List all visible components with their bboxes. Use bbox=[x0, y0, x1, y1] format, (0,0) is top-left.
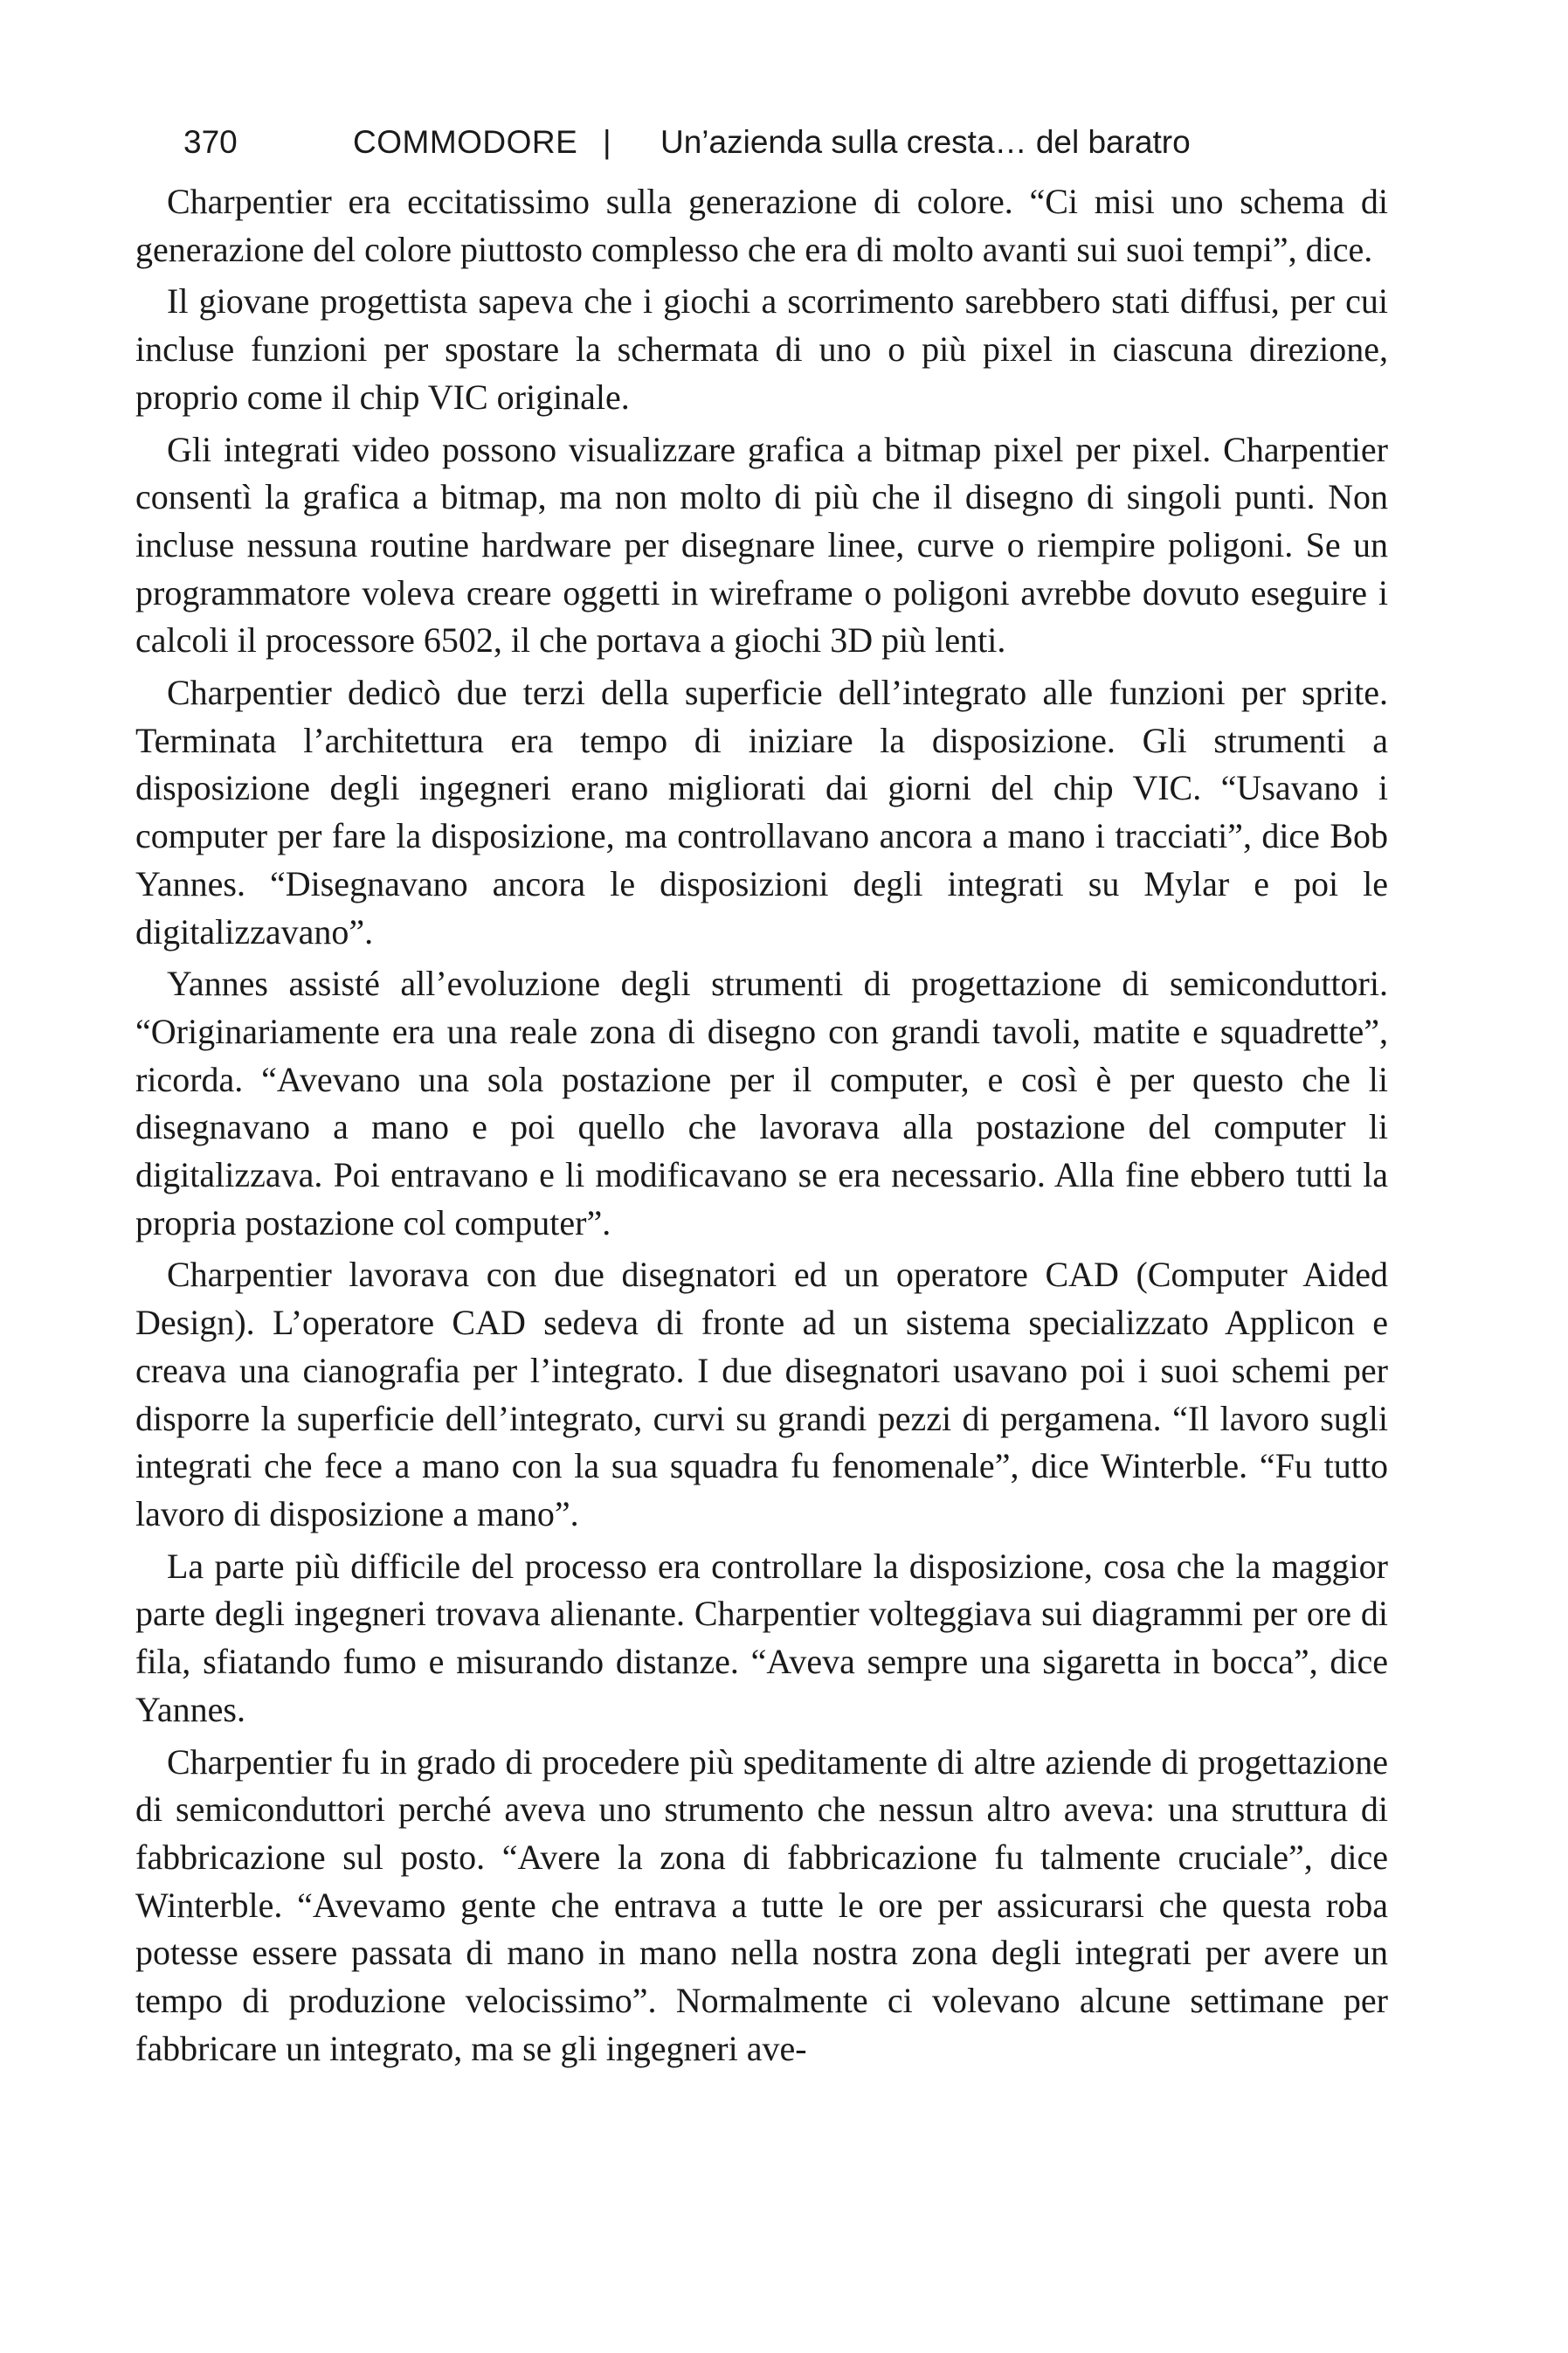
chapter-title: Un’azienda sulla cresta… del baratro bbox=[660, 124, 1191, 160]
page-number: 370 bbox=[183, 124, 238, 160]
paragraph: Il giovane progettista sapeva che i giochi a scorrimento sarebbero stati diffusi, per cui incluse funzioni per spostare la schermata di uno o più pixel in ciascuna direzione, proprio come il chip VIC originale. bbox=[135, 281, 1388, 417]
paragraph: Charpentier dedicò due terzi della superficie dell’integrato alle funzioni per sprite. Terminata l’architettura era tempo di iniziare la disposizione. Gli strumenti a disposizione degli ingegneri erano migliorati dai giorni del chip VIC. “Usavano i computer per fare la disposizione, ma controllavano ancora a mano i tracciati”, dice Bob Yannes. “Disegnavano ancora le disposizioni degli integrati su Mylar e poi le digitalizzavano”. bbox=[135, 673, 1388, 952]
header-separator: | bbox=[603, 124, 611, 160]
paragraph: La parte più difficile del processo era controllare la disposizione, cosa che la maggior parte degli ingegneri trovava alienante. Charpentier volteggiava sui diagrammi per ore di fila, sfiatando fumo e misurando distanze. “Aveva sempre una sigaretta in bocca”, dice Yannes. bbox=[135, 1546, 1388, 1729]
paragraph: Yannes assisté all’evoluzione degli strumenti di progettazione di semiconduttori. “Originariamente era una reale zona di disegno con grandi tavoli, matite e squadrette”, ricorda. “Avevano una sola postazione per il computer, e così è per questo che li disegnavano a mano e poi quello che lavorava alla postazione del computer li digitalizzava. Poi entravano e li modificavano se era necessario. Alla fine ebbero tutti la propria postazione col computer”. bbox=[135, 964, 1388, 1242]
paragraph: Charpentier fu in grado di procedere più speditamente di altre aziende di progettazione di semiconduttori perché aveva uno strumento che nessun altro aveva: una struttura di fabbricazione sul posto. “Avere la zona di fabbricazione fu talmente cruciale”, dice Winterble. “Avevamo gente che entrava a tutte le ore per assicurarsi che questa roba potesse essere passata di mano in mano nella nostra zona degli integrati per avere un tempo di produzione velocissimo”. Normalmente ci volevano alcune settimane per fabbricare un integrato, ma se gli ingegneri ave- bbox=[135, 1741, 1388, 2068]
paragraph: Gli integrati video possono visualizzare grafica a bitmap pixel per pixel. Charpentier consentì la grafica a bitmap, ma non molto di più che il disegno di singoli punti. Non incluse nessuna routine hardware per disegnare linee, curve o riempire poligoni. Se un programmatore voleva creare oggetti in wireframe o poligoni avrebbe dovuto eseguire i calcoli il processore 6502, il che portava a giochi 3D più lenti. bbox=[135, 429, 1388, 661]
paragraph: Charpentier lavorava con due disegnatori ed un operatore CAD (Computer Aided Design). L’operatore CAD sedeva di fronte ad un sistema specializzato Applicon e creava una cianografia per l’integrato. I due disegnatori usavano poi i suoi schemi per disporre la superficie dell’integrato, curvi su grandi pezzi di pergamena. “Il lavoro sugli integrati che fece a mano con la sua squadra fu fenomenale”, dice Winterble. “Fu tutto lavoro di disposizione a mano”. bbox=[135, 1255, 1388, 1533]
body-text bbox=[135, 178, 1388, 2077]
paragraph: Charpentier era eccitatissimo sulla generazione di colore. “Ci misi uno schema di generazione del colore piuttosto complesso che era di molto avanti sui suoi tempi”, dice. bbox=[135, 182, 1388, 269]
book-title: COMMODORE bbox=[353, 124, 578, 160]
